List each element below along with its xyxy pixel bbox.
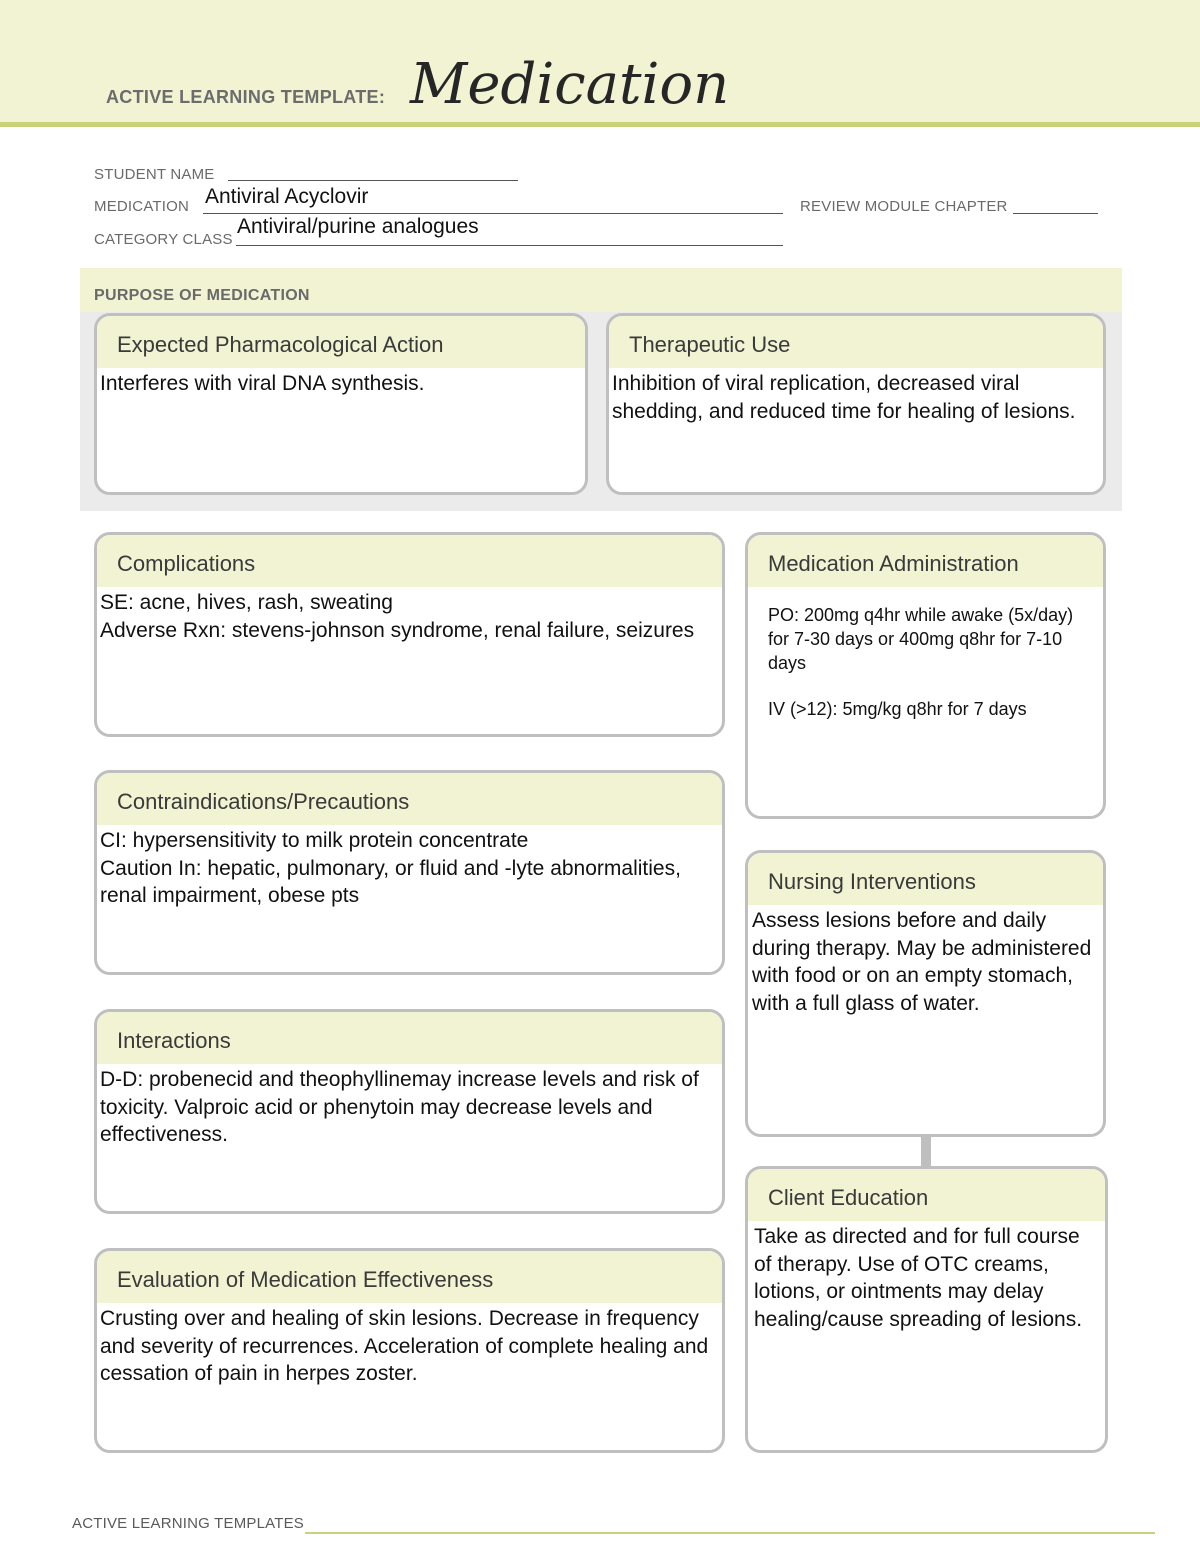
contraindications-text[interactable] (97, 825, 722, 910)
evaluation-heading: Evaluation of Medication Effectiveness (97, 1251, 722, 1303)
therapeutic-use-heading: Therapeutic Use (609, 316, 1103, 368)
therapeutic-use-card (606, 313, 1106, 495)
administration-card (745, 532, 1106, 819)
template-label: ACTIVE LEARNING TEMPLATE: (106, 87, 386, 107)
evaluation-text[interactable]: Crusting over and healing of skin lesions. Decrease in frequency and severity of recurrences. Acceleration of complete healing and cessation of pain in herpes zoster. (100, 1307, 709, 1385)
client-education-card (745, 1166, 1108, 1453)
nursing-interventions-text[interactable]: Assess lesions before and daily during therapy. May be administered with food or on an empty stomach, with a full glass of water. (752, 909, 1092, 1015)
client-education-heading: Client Education (748, 1169, 1105, 1221)
student-name-label: STUDENT NAME (94, 166, 215, 183)
interactions-heading: Interactions (97, 1012, 722, 1064)
interactions-card (94, 1009, 725, 1214)
review-module-label: REVIEW MODULE CHAPTER (800, 198, 1008, 215)
contraindications-line: Caution In: hepatic, pulmonary, or fluid and -lyte abnormalities, renal impairment, obese pts (100, 856, 681, 907)
footer-label: ACTIVE LEARNING TEMPLATES (72, 1515, 304, 1532)
medication-line[interactable] (203, 213, 783, 214)
expected-action-text[interactable]: Interferes with viral DNA synthesis. (100, 372, 425, 395)
review-module-line[interactable] (1013, 213, 1098, 214)
card-connector (921, 1136, 931, 1166)
purpose-title: PURPOSE OF MEDICATION (94, 287, 310, 304)
administration-heading: Medication Administration (748, 535, 1103, 587)
evaluation-card (94, 1248, 725, 1453)
category-class-line[interactable] (236, 245, 783, 246)
administration-iv: IV (>12): 5mg/kg q8hr for 7 days (768, 699, 1027, 719)
category-class-value: Antiviral/purine analogues (237, 215, 479, 238)
complications-line: SE: acne, hives, rash, sweating (100, 591, 393, 614)
nursing-interventions-card (745, 850, 1106, 1137)
administration-po: PO: 200mg q4hr while awake (5x/day) for 7-30 days or 400mg q8hr for 7-10 days (768, 605, 1074, 673)
contraindications-heading: Contraindications/Precautions (97, 773, 722, 825)
medication-label: MEDICATION (94, 198, 190, 215)
contraindications-card (94, 770, 725, 975)
client-education-text[interactable]: Take as directed and for full course of therapy. Use of OTC creams, lotions, or ointments may delay healing/cause spreading of lesions. (754, 1225, 1083, 1331)
template-title: Medication (410, 52, 730, 117)
complications-card (94, 532, 725, 737)
complications-line: Adverse Rxn: stevens-johnson syndrome, renal failure, seizures (100, 618, 695, 642)
header-rule (0, 122, 1200, 127)
administration-text[interactable] (748, 587, 1103, 721)
complications-text[interactable] (97, 587, 722, 644)
nursing-interventions-heading: Nursing Interventions (748, 853, 1103, 905)
medication-value: Antiviral Acyclovir (205, 185, 369, 208)
complications-heading: Complications (97, 535, 722, 587)
therapeutic-use-text[interactable]: Inhibition of viral replication, decreased viral shedding, and reduced time for healing of lesions. (612, 372, 1076, 423)
category-class-label: CATEGORY CLASS (94, 231, 233, 248)
expected-action-card (94, 313, 588, 495)
interactions-text[interactable]: D-D: probenecid and theophyllinemay increase levels and risk of toxicity. Valproic acid or phenytoin may decrease levels and effectiveness. (100, 1068, 699, 1146)
expected-action-heading: Expected Pharmacological Action (97, 316, 585, 368)
footer-rule (305, 1532, 1155, 1534)
student-name-line[interactable] (228, 180, 518, 181)
contraindications-line: CI: hypersensitivity to milk protein concentrate (100, 829, 529, 852)
